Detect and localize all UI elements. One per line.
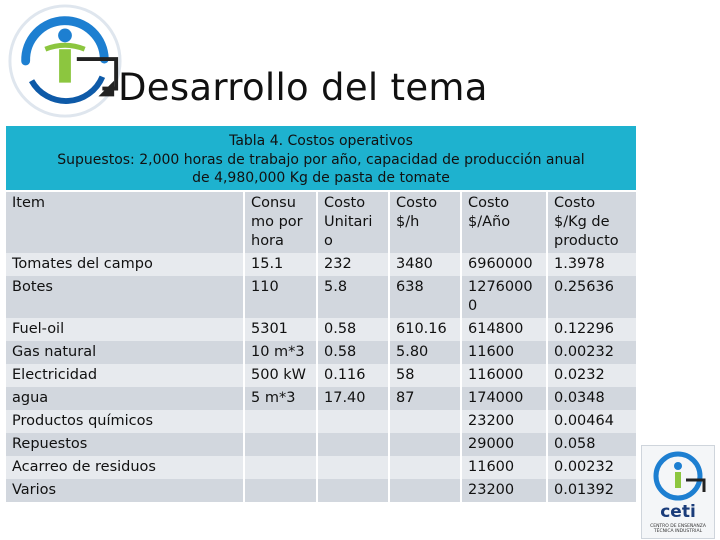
ceti-logo-icon bbox=[6, 2, 124, 120]
cell-text: 232 bbox=[324, 255, 352, 272]
table-cell bbox=[317, 410, 389, 433]
table-cell bbox=[461, 410, 547, 433]
table-cell bbox=[244, 410, 317, 433]
table-row bbox=[6, 433, 636, 456]
table-cell bbox=[6, 479, 244, 502]
cell-text: $/h bbox=[396, 213, 420, 230]
cell-text: o bbox=[324, 232, 333, 249]
table-row bbox=[6, 456, 636, 479]
cell-text: 5.80 bbox=[396, 343, 429, 360]
table-cell bbox=[244, 253, 317, 276]
cell-text: 110 bbox=[251, 278, 279, 295]
cell-text: 610.16 bbox=[396, 320, 447, 337]
cell-text: Tomates del campo bbox=[12, 255, 153, 272]
table-cell bbox=[6, 387, 244, 410]
cell-text: $/Año bbox=[468, 213, 511, 230]
cell-text: 10 m*3 bbox=[251, 343, 305, 360]
cell-text: 0.00232 bbox=[554, 343, 614, 360]
cell-text: 0.0348 bbox=[554, 389, 605, 406]
table-cell bbox=[6, 364, 244, 387]
table-cell bbox=[317, 318, 389, 341]
table-cell bbox=[547, 456, 636, 479]
cell-text: Costo bbox=[554, 194, 596, 211]
cell-text: 0.12296 bbox=[554, 320, 614, 337]
cell-text: 0.25636 bbox=[554, 278, 614, 295]
cell-text: 11600 bbox=[468, 343, 515, 360]
table-cell bbox=[461, 341, 547, 364]
table-cell bbox=[6, 253, 244, 276]
cell-text: 15.1 bbox=[251, 255, 284, 272]
cell-text: 0.58 bbox=[324, 320, 357, 337]
cell-text: 23200 bbox=[468, 481, 515, 498]
cell-text: $/Kg de bbox=[554, 213, 610, 230]
page-title: Desarrollo del tema bbox=[118, 66, 488, 109]
table-cell bbox=[6, 341, 244, 364]
table-cell bbox=[317, 253, 389, 276]
cell-text: 0.01392 bbox=[554, 481, 614, 498]
table-cell bbox=[461, 433, 547, 456]
table-cell bbox=[547, 410, 636, 433]
table-cell bbox=[547, 341, 636, 364]
table-cell bbox=[547, 479, 636, 502]
table-cell bbox=[6, 433, 244, 456]
table-cell bbox=[461, 456, 547, 479]
table-cell bbox=[547, 364, 636, 387]
cell-text: agua bbox=[12, 389, 49, 406]
table-cell bbox=[244, 341, 317, 364]
table-cell bbox=[389, 456, 461, 479]
table-cell bbox=[244, 479, 317, 502]
table-cell bbox=[547, 433, 636, 456]
caption-assumptions: Supuestos: 2,000 horas de trabajo por año, capacidad de producción anual bbox=[57, 151, 585, 168]
cell-text: Repuestos bbox=[12, 435, 88, 452]
cell-text: Botes bbox=[12, 278, 53, 295]
cell-text: 1276000 bbox=[468, 278, 533, 295]
cell-text: 0.00232 bbox=[554, 458, 614, 475]
cell-text: Item bbox=[12, 194, 46, 211]
ceti-side-logo bbox=[641, 445, 715, 539]
table-cell bbox=[317, 341, 389, 364]
header-cell bbox=[461, 192, 547, 253]
table-row bbox=[6, 364, 636, 387]
table-cell bbox=[317, 456, 389, 479]
caption-title: Tabla 4. Costos operativos bbox=[229, 133, 413, 149]
table-cell bbox=[389, 364, 461, 387]
ceti-emblem-icon bbox=[642, 446, 714, 504]
side-logo-subtext: CENTRO DE ENSEÑANZA TÉCNICA INDUSTRIAL bbox=[650, 524, 706, 534]
cell-text: 0.116 bbox=[324, 366, 366, 383]
table-cell bbox=[389, 410, 461, 433]
table-cell bbox=[389, 387, 461, 410]
side-logo-text: ceti bbox=[660, 502, 696, 522]
cell-text: Consu bbox=[251, 194, 296, 211]
cell-text: Costo bbox=[324, 194, 366, 211]
table-row bbox=[6, 318, 636, 341]
table-row bbox=[6, 479, 636, 502]
table-cell bbox=[389, 479, 461, 502]
table-cell bbox=[317, 364, 389, 387]
cell-text: 614800 bbox=[468, 320, 524, 337]
table-cell bbox=[547, 318, 636, 341]
cell-text: 5 m*3 bbox=[251, 389, 296, 406]
cell-text: 11600 bbox=[468, 458, 515, 475]
table-cell bbox=[6, 276, 244, 318]
table-cell bbox=[244, 318, 317, 341]
table-cell bbox=[6, 410, 244, 433]
table-cell bbox=[461, 318, 547, 341]
cell-text: Unitari bbox=[324, 213, 373, 230]
cell-text: Varios bbox=[12, 481, 57, 498]
table-cell bbox=[461, 364, 547, 387]
table-cell bbox=[317, 387, 389, 410]
cell-text: 23200 bbox=[468, 412, 515, 429]
cell-text: Fuel-oil bbox=[12, 320, 65, 337]
cell-text: 3480 bbox=[396, 255, 433, 272]
table-cell bbox=[547, 253, 636, 276]
table-cell bbox=[317, 433, 389, 456]
cell-text: hora bbox=[251, 232, 284, 249]
cell-text: 58 bbox=[396, 366, 415, 383]
cell-text: producto bbox=[554, 232, 619, 249]
cell-text: 0.00464 bbox=[554, 412, 614, 429]
table-cell bbox=[244, 433, 317, 456]
table-cell bbox=[547, 276, 636, 318]
table-cell bbox=[244, 364, 317, 387]
header-cell bbox=[244, 192, 317, 253]
table-cell bbox=[547, 387, 636, 410]
costs-table-container bbox=[6, 126, 636, 502]
header-cell bbox=[547, 192, 636, 253]
cell-text: 116000 bbox=[468, 366, 524, 383]
cell-text: 6960000 bbox=[468, 255, 533, 272]
table-cell bbox=[317, 479, 389, 502]
cell-text: Costo bbox=[468, 194, 510, 211]
cell-text: 5.8 bbox=[324, 278, 348, 295]
table-row bbox=[6, 341, 636, 364]
table-row bbox=[6, 253, 636, 276]
table-row bbox=[6, 387, 636, 410]
cell-text: Electricidad bbox=[12, 366, 98, 383]
table-cell bbox=[244, 456, 317, 479]
cell-text: Acarreo de residuos bbox=[12, 458, 156, 475]
cell-text: 0.58 bbox=[324, 343, 357, 360]
cell-text: 87 bbox=[396, 389, 415, 406]
table-cell bbox=[244, 276, 317, 318]
table-row bbox=[6, 410, 636, 433]
cell-text: Costo bbox=[396, 194, 438, 211]
cell-text: 0 bbox=[468, 297, 478, 314]
cell-text: 500 kW bbox=[251, 366, 307, 383]
cell-text: 174000 bbox=[468, 389, 524, 406]
table-cell bbox=[244, 387, 317, 410]
cell-text: 5301 bbox=[251, 320, 288, 337]
table-cell bbox=[461, 276, 547, 318]
table-cell bbox=[389, 253, 461, 276]
header-cell bbox=[6, 192, 244, 253]
header-cell bbox=[317, 192, 389, 253]
cell-text: 638 bbox=[396, 278, 424, 295]
cell-text: Gas natural bbox=[12, 343, 97, 360]
cell-text: 0.0232 bbox=[554, 366, 605, 383]
cell-text: Productos químicos bbox=[12, 412, 154, 429]
cell-text: 0.058 bbox=[554, 435, 596, 452]
cell-text: mo por bbox=[251, 213, 303, 230]
table-cell bbox=[389, 276, 461, 318]
table-row bbox=[6, 276, 636, 318]
table-caption bbox=[6, 126, 636, 192]
cell-text: 17.40 bbox=[324, 389, 366, 406]
caption-assumptions-cont: de 4,980,000 Kg de pasta de tomate bbox=[192, 170, 450, 186]
table-header-row bbox=[6, 192, 636, 253]
table-cell bbox=[389, 318, 461, 341]
table-cell bbox=[389, 433, 461, 456]
operating-costs-table bbox=[6, 192, 636, 502]
table-cell bbox=[389, 341, 461, 364]
table-cell bbox=[317, 276, 389, 318]
table-cell bbox=[461, 253, 547, 276]
table-cell bbox=[6, 318, 244, 341]
cell-text: 29000 bbox=[468, 435, 515, 452]
table-cell bbox=[461, 387, 547, 410]
header-cell bbox=[389, 192, 461, 253]
table-cell bbox=[6, 456, 244, 479]
cell-text: 1.3978 bbox=[554, 255, 605, 272]
table-cell bbox=[461, 479, 547, 502]
